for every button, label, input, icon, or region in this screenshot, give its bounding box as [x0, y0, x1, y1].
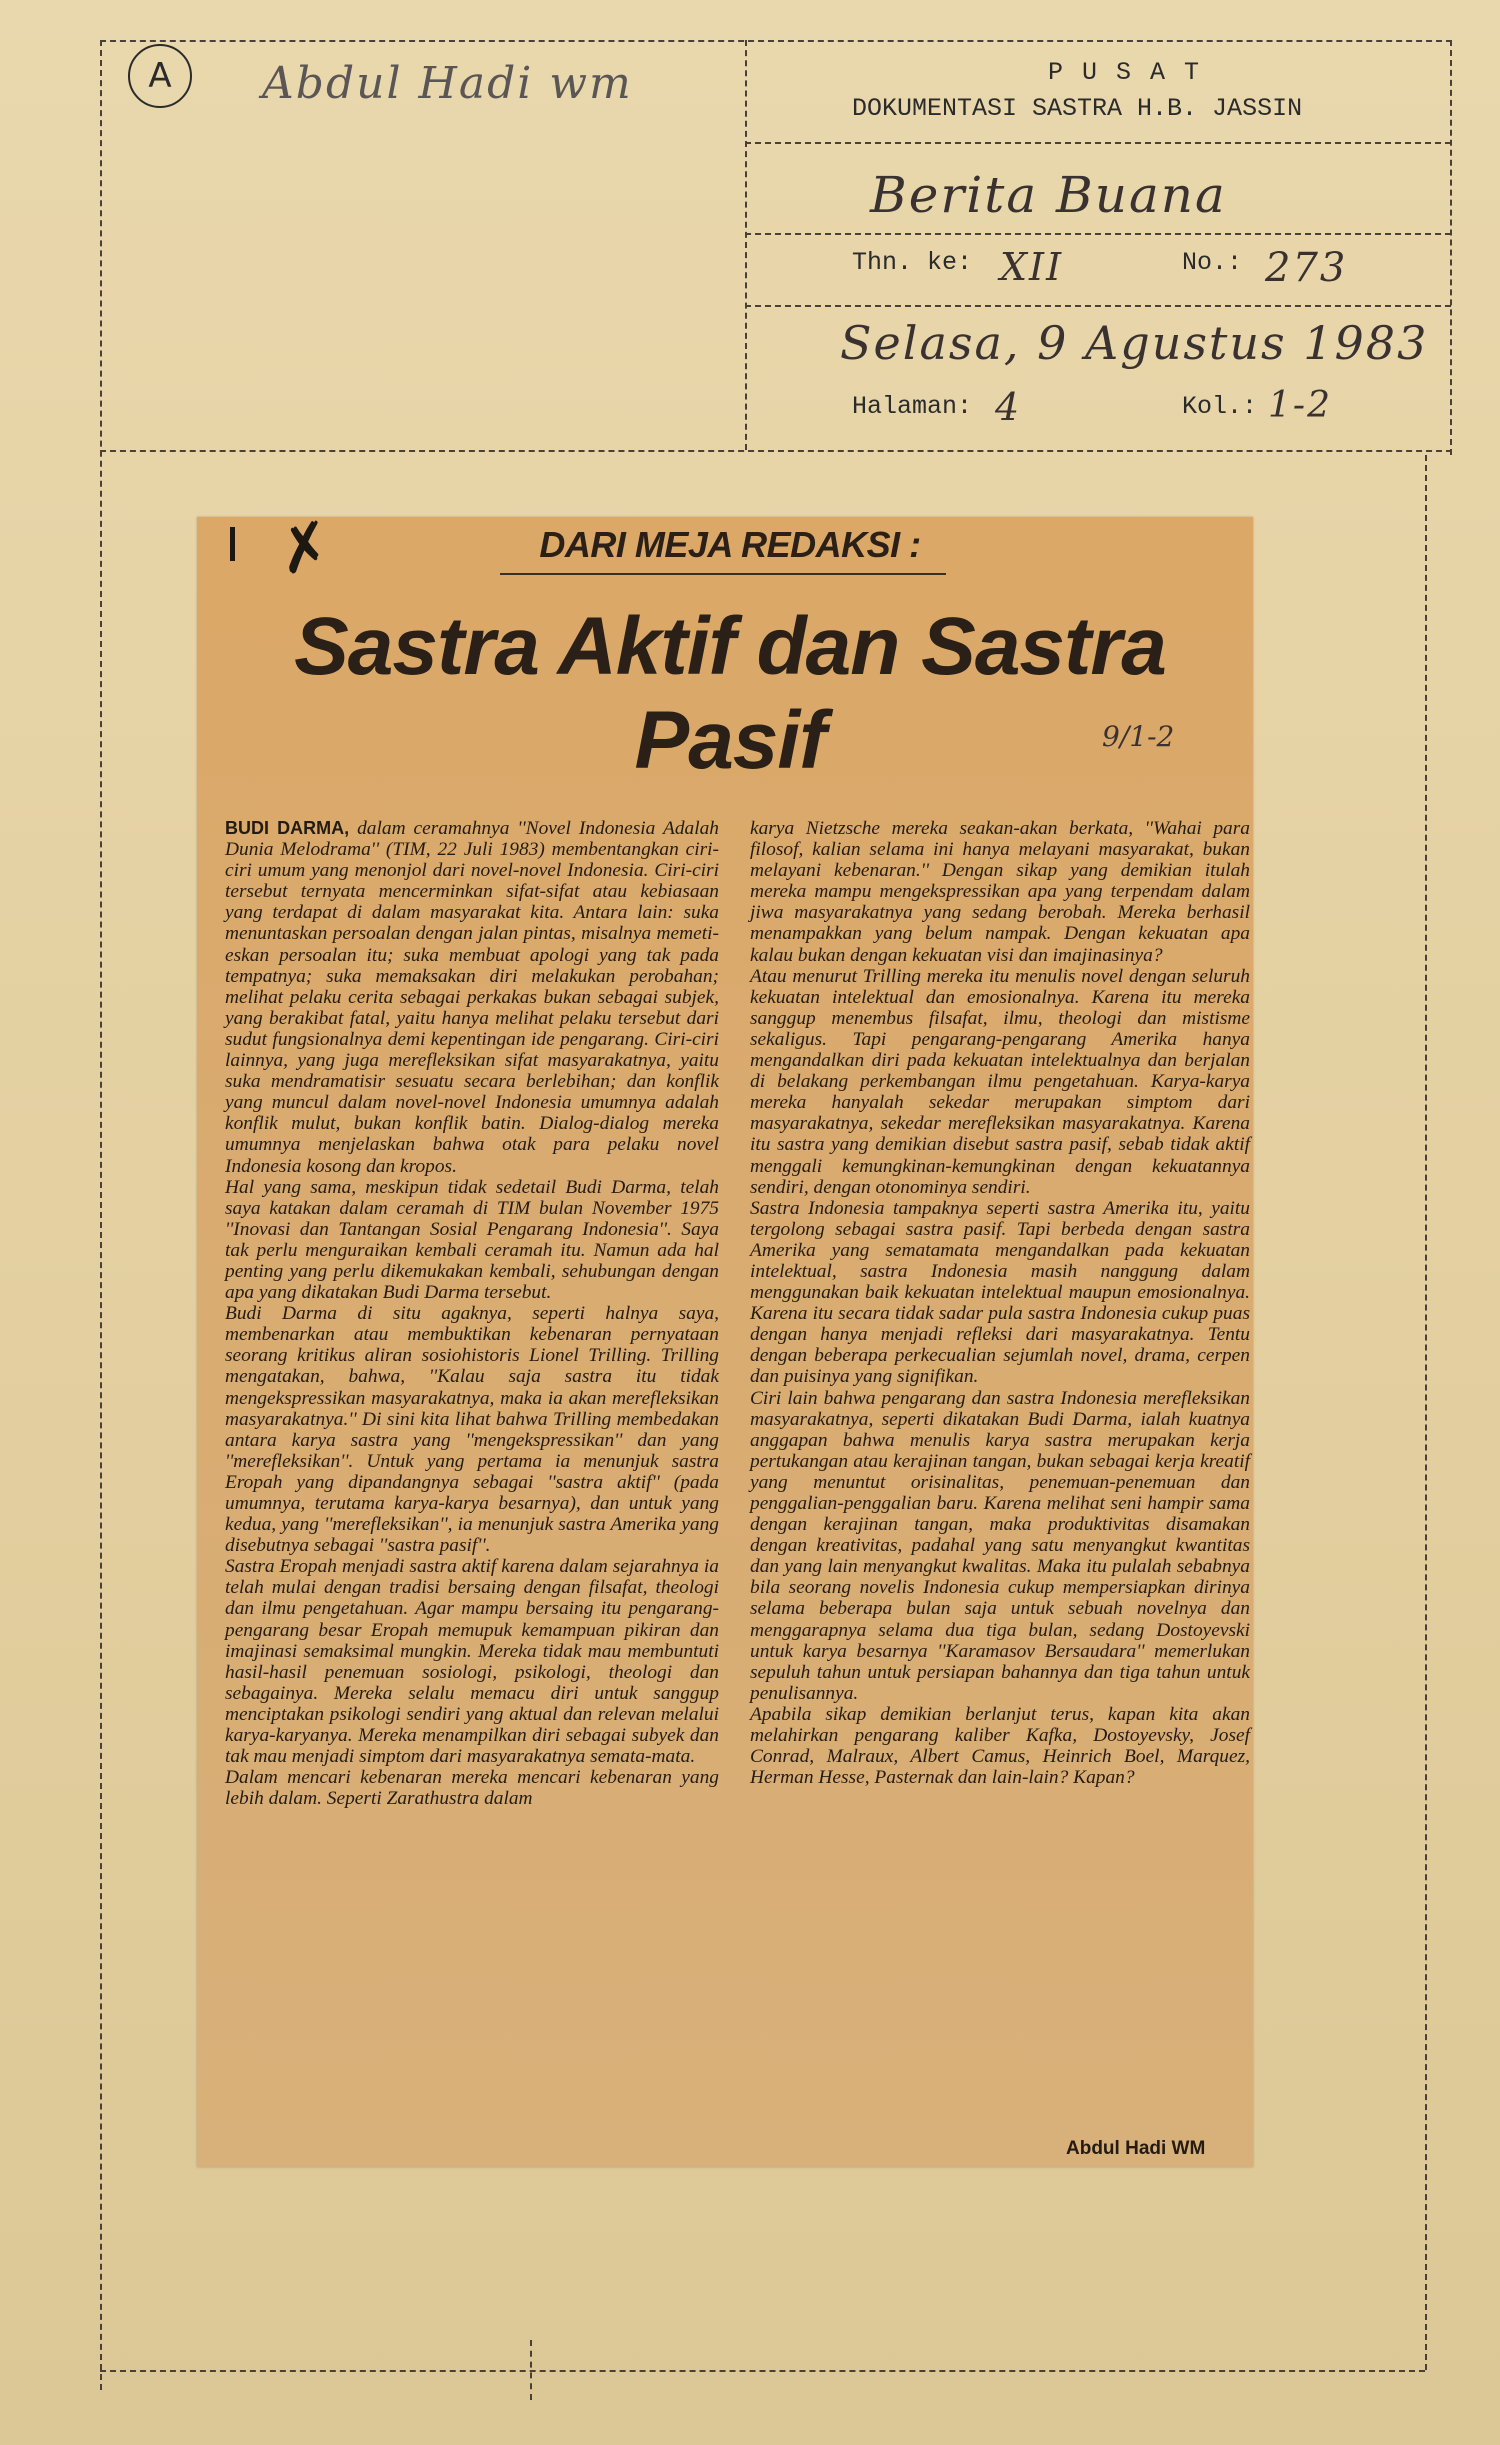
- form-row-line: [745, 233, 1451, 235]
- column-label: Kol.:: [1182, 392, 1258, 421]
- article-column-left: [225, 818, 719, 1809]
- form-row-line: [745, 305, 1451, 307]
- article-lead: BUDI DARMA,: [225, 818, 350, 838]
- year-value: XII: [1000, 245, 1064, 289]
- article-byline: Abdul Hadi WM: [1066, 2138, 1206, 2159]
- check-mark-icon: ✗: [270, 507, 339, 591]
- form-bottom-border: [100, 450, 1452, 452]
- pusat-label: P U S A T: [1048, 58, 1202, 87]
- column-value: 1-2: [1268, 385, 1332, 426]
- form-top-border: [100, 40, 1452, 42]
- margin-mark: [230, 527, 235, 561]
- sheet-right-border: [1425, 455, 1427, 2370]
- number-value: 273: [1265, 245, 1348, 291]
- handwritten-author-name: Abdul Hadi wm: [262, 58, 633, 109]
- article-column-left-text: dalam ceramahnya ''Novel Indonesia Adalah Dunia Melodrama'' (TIM, 22 Juli 1983) membentangkan ciri-ciri umum yang menonjol dari novel-novel Indonesia. Ciri-ciri tersebut ternyata mencerminkan sifat-sifat atau kebiasaan yang terdapat di dalam masyarakat kita. Antara lain: suka menuntaskan persoalan dengan jalan pintas, misalnya memeti-eskan persoalan itu; suka membuat apologi yang tak pada tempatnya; suka memaksakan diri melakukan perobahan; melihat pelaku cerita sebagai perkakas bukan sebagai subjek, yang berakibat fatal, yaitu hanya melihat pelaku tersebut dari sudut fungsionalnya demi kepentingan ide pengarang. Ciri-ciri lainnya, yang juga merefleksikan sifat masyarakatnya, yaitu suka mendramatisir sesuatu secara berlebihan; dan konflik yang muncul dalam novel-novel Indonesia umumnya adalah konflik mulut, bukan konflik batin. Dialog-dialog mereka umumnya menjelaskan bahwa otak para pelaku novel Indonesia kosong dan kropos. Hal yang sama, meskipun tidak sedetail Budi Darma, telah saya katakan dalam ceramah di TIM bulan November 1975 ''Inovasi dan Tantangan Sosial Pengarang Indonesia''. Saya tak perlu menguraikan kembali ceramah itu. Namun ada hal penting yang perlu dikemukakan kembali, sehubungan dengan apa yang dikatakan Budi Darma tersebut. Budi Darma di situ agaknya, seperti halnya saya, membenarkan atau membuktikan kebenaran pernyataan seorang kritikus aliran sosiohistoris Lionel Trilling. Trilling mengatakan, bahwa, ''Kalau saja sastra itu tidak mengekspressikan masyarakatnya, maka ia akan merefleksikan masyarakatnya.'' Di sini kita lihat bahwa Trilling membedakan antara karya sastra yang ''mengekspressikan'' dan yang ''merefleksikan''. Untuk yang pertama ia menunjuk sastra Eropah yang dipandangnya sebagai ''sastra aktif'' (pada umumnya, terutama karya-karya besarnya), dan untuk yang kedua, yang ''merefleksikan'', ia menunjuk sastra Amerika yang disebutnya sebagai ''sastra pasif''. Sastra Eropah menjadi sastra aktif karena dalam sejarahnya ia telah mulai dengan tradisi bersaing dengan filsafat, theologi dan ilmu pengetahuan. Agar mampu bersaing itu pengarang-pengarang besar Eropah memupuk kemampuan pikiran dan imajinasi semaksimal mungkin. Mereka tidak mau membuntuti hasil-hasil penemuan sosiologi, psikologi, theologi dan sebagainya. Mereka selalu memacu diri untuk sanggup menciptakan psikologi sendiri yang aktual dan relevan melalui karya-karyanya. Mereka menampilkan diri sebagai subyek dan tak mau menjadi simptom dari masyarakatnya semata-mata. Dalam mencari kebenaran mereka mencari kebenaran yang lebih dalam. Seperti Zarathustra dalam: [225, 818, 719, 1810]
- handwritten-note: 9/1-2: [1102, 720, 1175, 753]
- article-title-line-2: Pasif: [634, 695, 826, 786]
- page-label: Halaman:: [852, 392, 973, 421]
- form-row-line: [745, 142, 1451, 144]
- kicker-underline: [500, 573, 946, 575]
- column-kicker: DARI MEJA REDAKSI :: [539, 524, 921, 565]
- page-value: 4: [995, 385, 1022, 429]
- year-label: Thn. ke:: [852, 248, 973, 277]
- form-left-border: [100, 40, 102, 2390]
- fold-mark: [530, 2340, 532, 2400]
- form-divider: [745, 40, 747, 450]
- article-title: [230, 600, 1230, 788]
- article-column-right: karya Nietzsche mereka seakan-akan berkata, ''Wahai para filosof, kalian selama ini hanya melayani masyarakat, bukan melayani kebenaran.'' Dengan sikap yang demikian itulah mereka mampu mengekspressikan apa yang terpendam dalam jiwa masyarakatnya yang sedang berobah. Mereka berhasil menampakkan yang belum nampak. Dengan kekuatan apa kalau bukan dengan kekuatan visi dan imajinasinya? Atau menurut Trilling mereka itu menulis novel dengan seluruh kekuatan intelektual dan emosionalnya. Karena itu mereka sanggup menembus filsafat, ilmu, theologi dan mistisme sekaligus. Tapi pengarang-pengarang Amerika hanya mengandalkan diri pada kekuatan intelektualnya dan berjalan di belakang perkembangan ilmu pengetahuan. Karya-karya mereka hanyalah sekedar merupakan simptom dari masyarakatnya, sekedar merefleksikan masyarakatnya. Karena itu sastra yang demikian disebut sastra pasif, sebab tidak aktif menggali kemungkinan-kemungkinan dengan kekuatannya sendiri, dengan otonominya sendiri. Sastra Indonesia tampaknya seperti sastra Amerika itu, yaitu tergolong sebagai sastra pasif. Tapi berbeda dengan sastra Amerika yang sematamata mengandalkan pada kekuatan intelektual, sastra Indonesia masih nanggung dalam menggunakan baik kekuatan intelektual maupun emosionalnya. Karena itu secara tidak sadar pula sastra Indonesia cukup puas dengan hanya menjadi refleksi dari masyarakatnya. Tentu dengan beberapa perkecualian sejumlah novel, drama, cerpen dan puisinya yang signifikan. Ciri lain bahwa pengarang dan sastra Indonesia merefleksikan masyarakatnya, seperti dikatakan Budi Darma, ialah kuatnya anggapan bahwa menulis karya sastra merupakan kerja pertukangan atau kerajinan tangan, bukan sebagai kerja kreatif yang menuntut orisinalitas, penemuan-penemuan dan penggalian-penggalian baru. Karena melihat seni hampir sama dengan kerajinan tangan, maka produktivitas disamakan dengan kreativitas, padahal yang satu menyangkut kwantitas dan yang lain menyangkut kwalitas. Maka itu pulalah sebabnya bila seorang novelis Indonesia cukup mempersiapkan dirinya selama beberapa bulan saja untuk sebuah novelnya dan menggarapnya selama dua tiga bulan, sedang Dostoyevski untuk karya besarnya ''Karamasov Bersaudara'' memerlukan sepuluh tahun untuk persiapan bahannya dan tiga tahun untuk penulisannya. Apabila sikap demikian berlanjut terus, kapan kita akan melahirkan pengarang kaliber Kafka, Dostoyevsky, Josef Conrad, Malraux, Albert Camus, Heinrich Boel, Marquez, Herman Hesse, Pasternak dan lain-lain? Kapan?: [750, 818, 1250, 1789]
- newspaper-name: Berita Buana: [870, 166, 1227, 224]
- sheet-bottom-border: [100, 2370, 1425, 2372]
- article-title-line-1: Sastra Aktif dan Sastra: [294, 601, 1166, 692]
- documentation-label: DOKUMENTASI SASTRA H.B. JASSIN: [852, 94, 1303, 123]
- archive-mark: A: [128, 44, 192, 108]
- form-right-border: [1450, 40, 1452, 455]
- handwritten-date: Selasa, 9 Agustus 1983: [840, 316, 1429, 370]
- number-label: No.:: [1182, 248, 1243, 277]
